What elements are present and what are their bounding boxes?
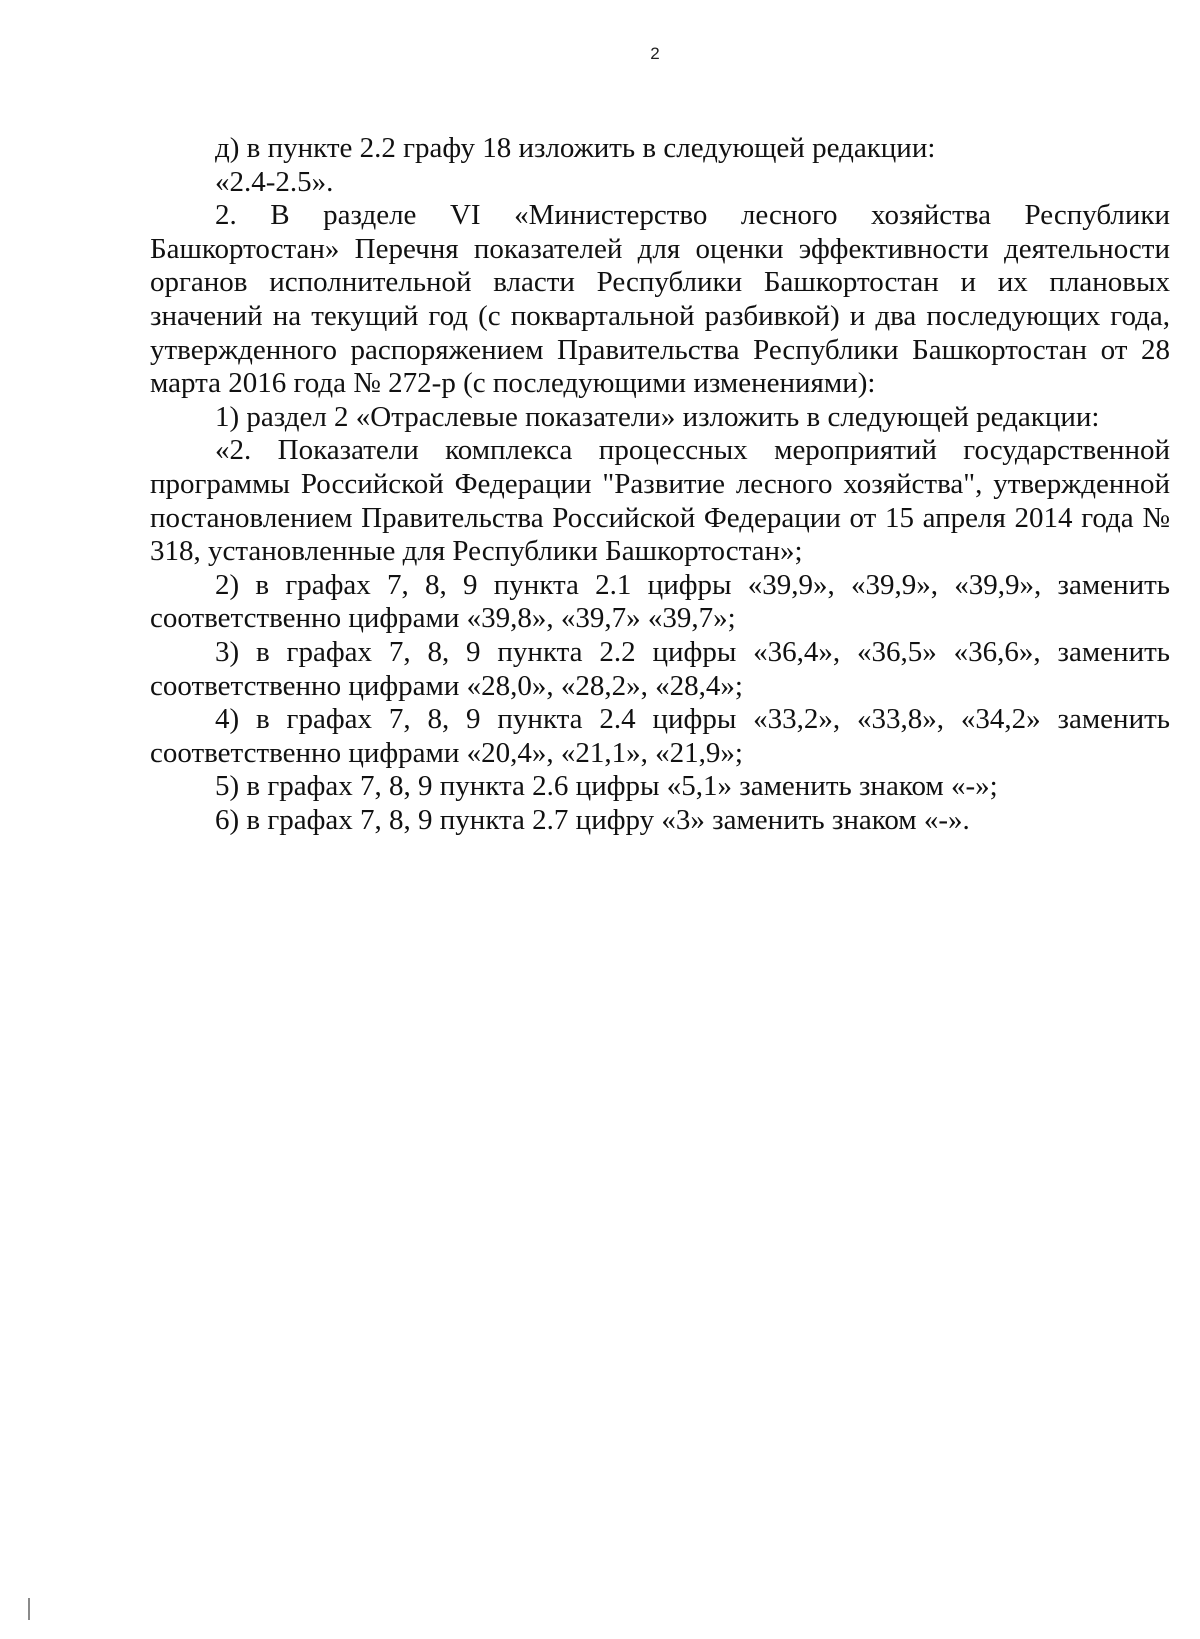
paragraph-item-6: 6) в графах 7, 8, 9 пункта 2.7 цифру «3» заменить знаком «-». (215, 803, 970, 836)
paragraph-amendment-d: д) в пункте 2.2 графу 18 изложить в следующей редакции: (215, 132, 936, 164)
paragraph-quote-value: «2.4-2.5». (215, 165, 334, 198)
paragraph-item-4: 4) в графах 7, 8, 9 пункта 2.4 цифры «33,2», «33,8», «34,2» заменить соответственно цифрами «20,4», «21,1», «21,9»; (150, 703, 1170, 769)
paragraph-item-1-text: «2. Показатели комплекса процессных мероприятий государственной программы Российской Федерации "Развитие лесного хозяйства", утвержденной постановлением Правительства Российской Федерации от 15 апреля 2014 года № 318, установленные для Республики Башкортостан»; (150, 434, 1170, 568)
paragraph-item-2: 2) в графах 7, 8, 9 пункта 2.1 цифры «39,9», «39,9», «39,9», заменить соответственно цифрами «39,8», «39,7» «39,7»; (150, 568, 1170, 635)
page-number: 2 (650, 44, 660, 63)
document-body (150, 132, 1170, 837)
paragraph-item-3: 3) в графах 7, 8, 9 пункта 2.2 цифры «36,4», «36,5» «36,6», заменить соответственно цифрами «28,0», «28,2», «28,4»; (150, 635, 1170, 702)
scan-artifact-mark (28, 1598, 30, 1620)
paragraph-item-5: 5) в графах 7, 8, 9 пункта 2.6 цифры «5,1» заменить знаком «-»; (215, 770, 998, 803)
paragraph-item-1: 1) раздел 2 «Отраслевые показатели» изложить в следующей редакции: (215, 400, 1100, 433)
paragraph-section-2: 2. В разделе VI «Министерство лесного хозяйства Республики Башкортостан» Перечня показателей для оценки эффективности деятельности органов исполнительной власти Республики Башкортостан и их плановых значений на текущий год (с поквартальной разбивкой) и два последующих года, утвержденного распоряжением Правительства Республики Башкортостан от 28 марта 2016 года № 272-р (с последующими изменениями): (150, 199, 1170, 400)
